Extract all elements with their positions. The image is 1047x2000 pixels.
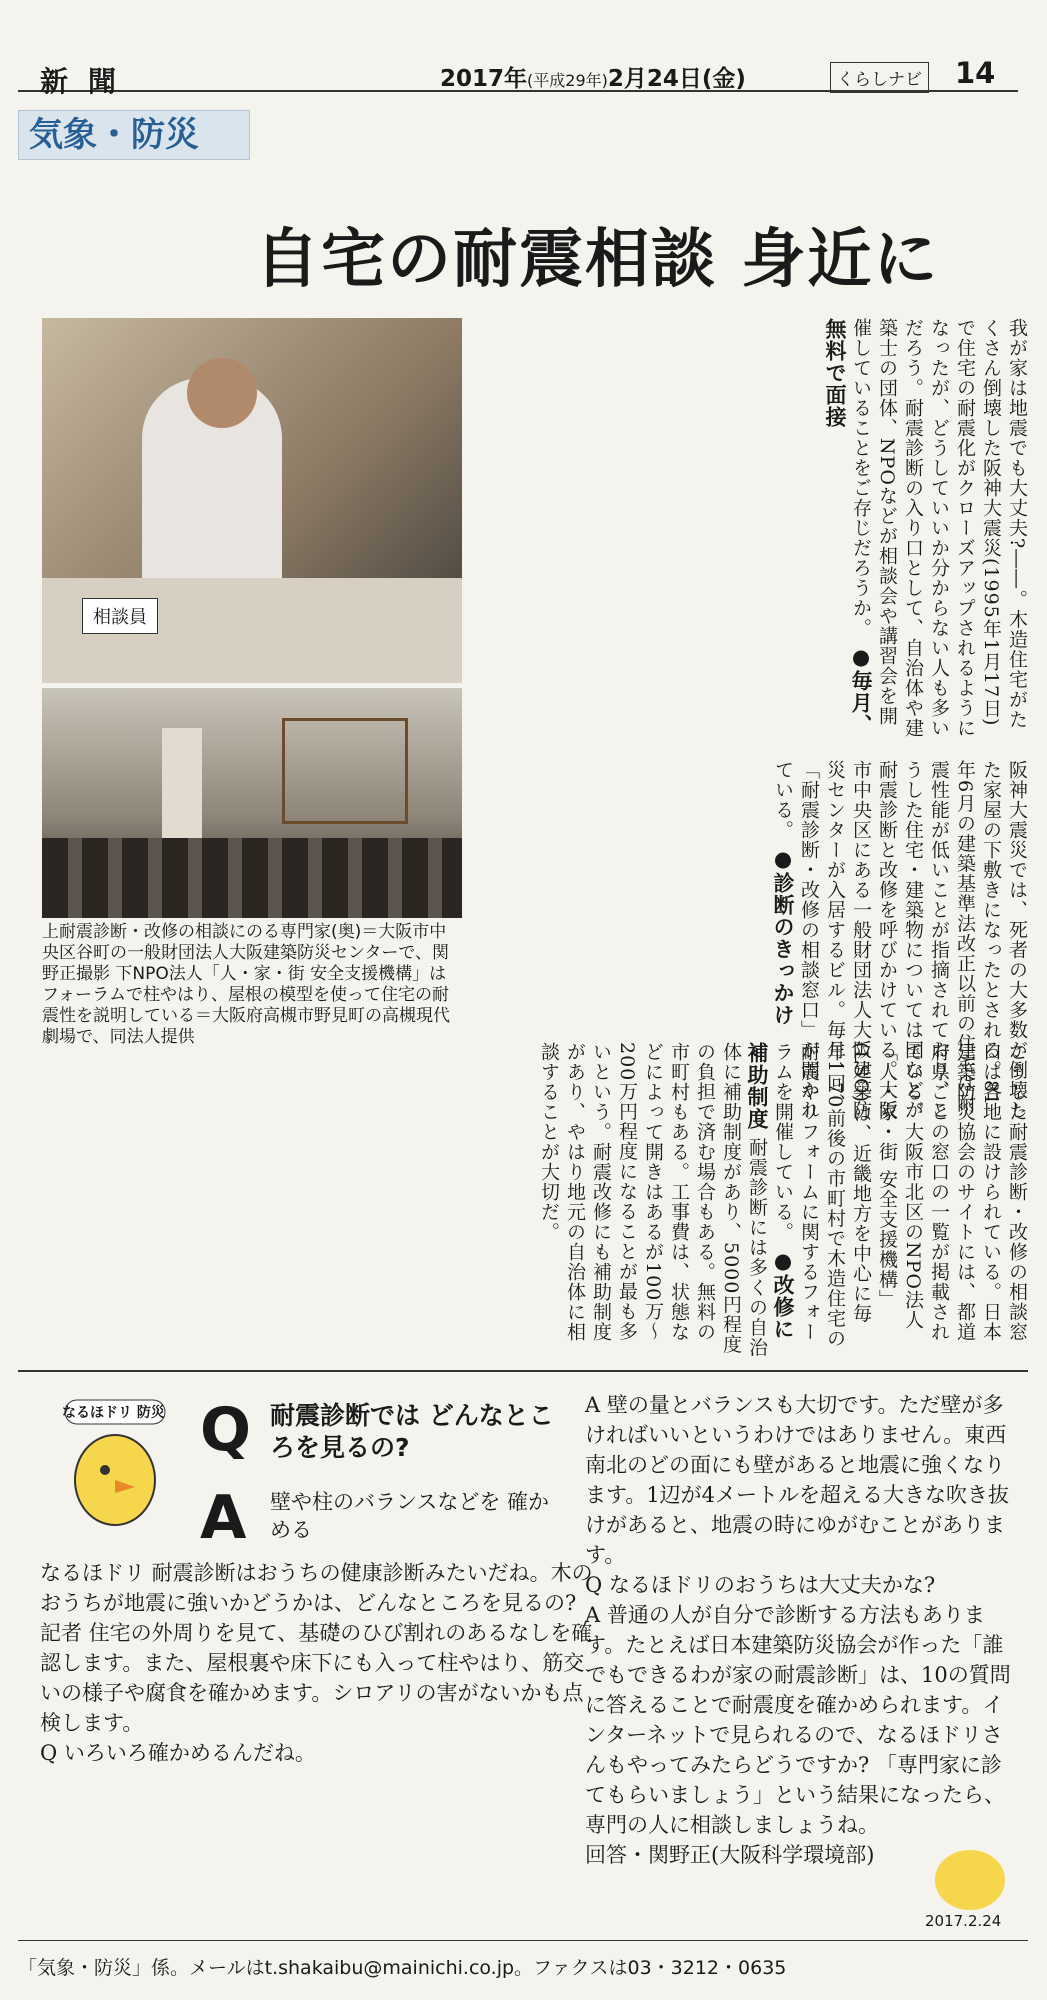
speaker-figure	[162, 728, 202, 838]
newspaper-name: 新聞	[40, 65, 137, 98]
qa-line: なるほドリ 耐震診断はおうちの健康診断みたいだね。木のおうちが地震に強いかどうかは、どんなところを見るの?	[40, 1561, 593, 1615]
qa-line: A 普通の人が自分で診断する方法もあります。たとえば日本建築防災協会が作った「誰でもできるわが家の耐震診断」は、10の質問に答えることで耐震度を確かめられます。インターネットで見られるので、なるほドリさんもやってみたらどうですか? 「専門家に診てもらいましょう」という結果になったら、専門の人に相談しましょうね。	[585, 1603, 1011, 1837]
page-number: 14	[955, 56, 996, 90]
audience	[42, 838, 462, 918]
article-headline: 自宅の耐震相談 身近に	[255, 223, 940, 297]
consultant-sign: 相談員	[82, 598, 158, 634]
subhead-monthly: ●毎月、無料で面接	[823, 318, 873, 737]
article-block-1	[470, 318, 1030, 738]
subhead-trigger: ●診断のきっかけ	[771, 847, 795, 1027]
section-title: 気象・防災	[18, 110, 250, 160]
qa-line: A 壁の量とバランスも大切です。ただ壁が多ければいいというわけではありません。東西南北のどの面にも壁があると地震に強くなります。1辺が4メートルを超える大きな吹き抜けがあると、地震の時にゆがむことがあります。	[585, 1393, 1010, 1567]
paragraph-subsidy: 耐震診断には多くの自治体に補助制度があり、5000円程度の負担で済む場合もある。無料の市町村もある。工事費は、状態などによって開きはあるが100万～200万円程度になることが最も多いという。耐震改修にも補助制度があり、やはり地元の自治体に相談することが大切だ。	[538, 1042, 768, 1358]
qa-line: 記者 住宅の外周りを見て、基礎のひび割れのあるなしを確認します。また、屋根裏や床下にも入って柱やはり、筋交いの様子や腐食を確かめます。シロアリの害がないかも点検します。	[40, 1621, 593, 1735]
section-nav-label: くらしナビ	[830, 62, 929, 93]
house-model	[282, 718, 408, 824]
article-block-3	[42, 1042, 1030, 1360]
issue-date: 2017年(平成29年)2月24日(金)	[440, 66, 746, 92]
lead-paragraph: 我が家は地震でも大丈夫?――。木造住宅がたくさん倒壊した阪神大震災(1995年1月17日)で住宅の耐震化がクローズアップされるようになったが、どうしていいか分からない人も多いだろう。耐震診断の入り口として、自治体や建築士の団体、NPOなどが相談会や講習会を開催していることをご存じだろうか。	[850, 318, 1028, 738]
qa-dialogue-left	[40, 1558, 600, 1768]
photo-caption: 上耐震診断・改修の相談にのる専門家(奥)＝大阪市中央区谷町の一般財団法人大阪建築防災センターで、関野正撮影 下NPO法人「人・家・街 安全支援機構」はフォーラムで柱やはり、屋根の模型を使って住宅の耐震性を説明している＝大阪府高槻市野見町の高槻現代劇場で、同法人提供	[42, 922, 450, 1047]
forum-photo	[42, 688, 462, 918]
qa-dialogue-right	[585, 1390, 1015, 1870]
qa-answer: 壁や柱のバランスなどを 確かめる	[270, 1490, 550, 1542]
mascot-stamp-icon	[935, 1850, 1005, 1910]
paragraph-background: 阪神大震災では、死者の大多数が倒壊した家屋の下敷きになったとされる。81年6月の建築基準法改正以前の住宅は耐震性能が低いことが指摘されており、こうした住宅・建築物については国などが耐震診断と改修を呼びかけている。大阪市中央区にある一般財団法人大阪建築防災センターが入居するビル。毎月1回、「耐震診断・改修の相談窓口」が開かれている。	[772, 760, 1028, 1120]
answer-mark-a: A	[200, 1483, 247, 1553]
mascot-label: なるほドリ 防災	[62, 1405, 165, 1421]
question-mark-q: Q	[200, 1395, 252, 1465]
qa-line: Q いろいろ確かめるんだね。	[40, 1741, 316, 1765]
qa-question: 耐震診断では どんなところを見るの?	[270, 1401, 554, 1462]
qa-byline: 回答・関野正(大阪科学環境部)	[585, 1843, 875, 1867]
stamp-date: 2017.2.24	[925, 1912, 1002, 1930]
qa-line: Q なるほドリのおうちは大丈夫かな?	[585, 1573, 936, 1597]
consultation-photo	[42, 318, 462, 683]
paragraph-windows: こうした耐震診断・改修の相談窓口は各地に設けられている。日本建築防災協会のサイトには、都道府県ごとの窓口の一覧が掲載されている。大阪市北区のNPO法人「人・家・街 安全支援機構」(LSO)は、近畿地方を中心に毎年、70前後の市町村で木造住宅の耐震やリフォームに関するフォーラムを開催している。	[772, 1042, 1028, 1349]
expert-head	[187, 358, 257, 428]
contact-footer: 「気象・防災」係。メールはt.shakaibu@mainichi.co.jp。ファクスは03・3212・0635	[18, 1940, 1028, 1980]
subhead-subsidy: ●改修に補助制度	[745, 1042, 795, 1341]
